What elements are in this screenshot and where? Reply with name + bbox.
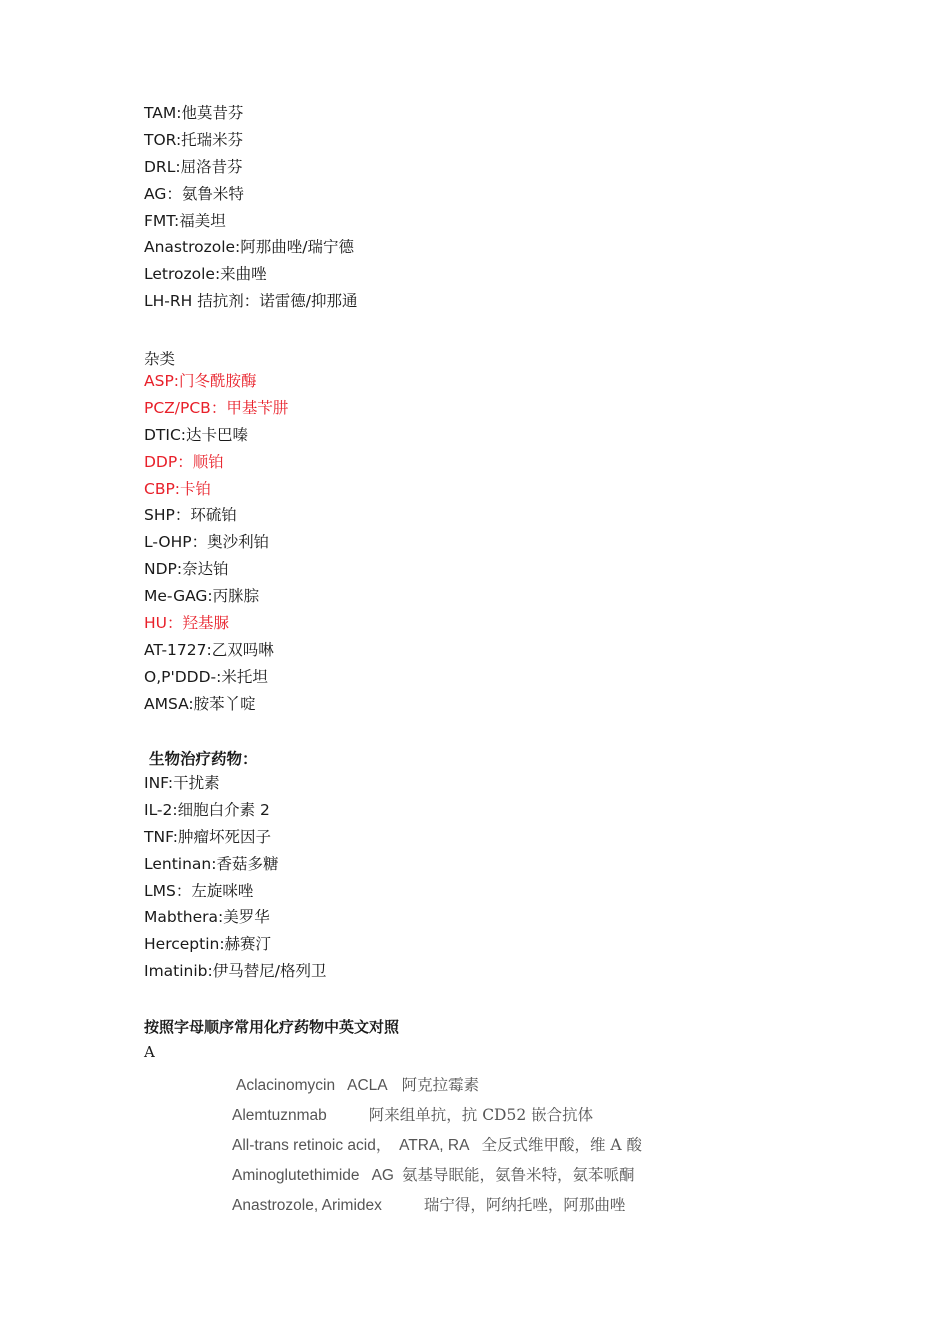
drug-chinese-name: 氨基导眠能，氨鲁米特，氨苯哌酮	[401, 1166, 635, 1184]
drug-entry: TOR:托瑞米芬	[144, 130, 244, 149]
drug-entry: ASP:门冬酰胺酶	[144, 372, 257, 390]
alpha-letter: A	[144, 1043, 155, 1061]
drug-entry: FMT:福美坦	[144, 211, 226, 230]
bio-heading: 生物治疗药物：	[149, 750, 258, 768]
drug-english-name: Anastrozole, Arimidex	[232, 1197, 382, 1214]
drug-entry: Anastrozole:阿那曲唑/瑞宁德	[144, 238, 354, 257]
drug-entry: Me-GAG:丙脒腙	[144, 587, 260, 606]
drug-entry: Letrozole:来曲唑	[144, 265, 267, 284]
drug-chinese-name: 瑞宁得，阿纳托唑，阿那曲唑	[423, 1196, 626, 1214]
drug-entry: INF:干扰素	[144, 774, 220, 792]
drug-entry: Lentinan:香菇多糖	[144, 854, 279, 873]
misc-heading: 杂类	[144, 350, 176, 368]
alpha-row	[232, 1133, 642, 1155]
drug-entry: SHP：环硫铂	[144, 506, 237, 525]
bio-drug-list	[144, 770, 326, 985]
drug-entry: AT-1727:乙双吗啉	[144, 640, 274, 659]
drug-entry: NDP:奈达铂	[144, 560, 229, 579]
drug-entry: AMSA:胺苯丫啶	[144, 694, 256, 713]
drug-english-name: Aclacinomycin ACLA	[236, 1077, 388, 1094]
drug-entry: LMS：左旋咪唑	[144, 881, 254, 900]
drug-entry: L-OHP：奥沙利铂	[144, 533, 270, 552]
drug-entry: DTIC:达卡巴嗪	[144, 425, 249, 444]
drug-entry: Mabthera:美罗华	[144, 908, 270, 927]
drug-entry: TAM:他莫昔芬	[144, 104, 244, 122]
hormone-drug-list	[144, 100, 357, 315]
misc-drug-list	[144, 368, 288, 718]
alpha-row	[232, 1103, 593, 1125]
drug-entry: HU：羟基脲	[144, 614, 230, 633]
alpha-row	[232, 1193, 625, 1215]
drug-entry: TNF:肿瘤坏死因子	[144, 827, 271, 846]
drug-entry: DRL:屈洛昔芬	[144, 157, 243, 176]
drug-entry: O,P'DDD-:米托坦	[144, 667, 268, 686]
drug-chinese-name: 阿克拉霉素	[401, 1076, 480, 1094]
drug-chinese-name: 全反式维甲酸，维 A 酸	[481, 1136, 643, 1154]
drug-english-name: All-trans retinoic acid， ATRA, RA	[232, 1137, 470, 1154]
drug-entry: CBP:卡铂	[144, 479, 212, 498]
drug-english-name: Aminoglutethimide AG	[232, 1167, 394, 1184]
drug-entry: DDP：顺铂	[144, 452, 224, 471]
drug-english-name: Alemtuznmab	[232, 1107, 327, 1124]
drug-entry: IL-2:细胞白介素 2	[144, 800, 270, 819]
drug-entry: AG：氨鲁米特	[144, 184, 244, 203]
drug-entry: PCZ/PCB：甲基苄肼	[144, 398, 289, 417]
drug-chinese-name: 阿来组单抗，抗 CD52 嵌合抗体	[368, 1106, 594, 1124]
drug-entry: Imatinib:伊马替尼/格列卫	[144, 962, 327, 981]
alpha-row	[232, 1163, 635, 1185]
alpha-heading: 按照字母顺序常用化疗药物中英文对照	[144, 1018, 400, 1036]
drug-entry: LH-RH 拮抗剂：诺雷德/抑那通	[144, 292, 358, 311]
alpha-row	[236, 1073, 479, 1095]
drug-entry: Herceptin:赫赛汀	[144, 935, 272, 954]
